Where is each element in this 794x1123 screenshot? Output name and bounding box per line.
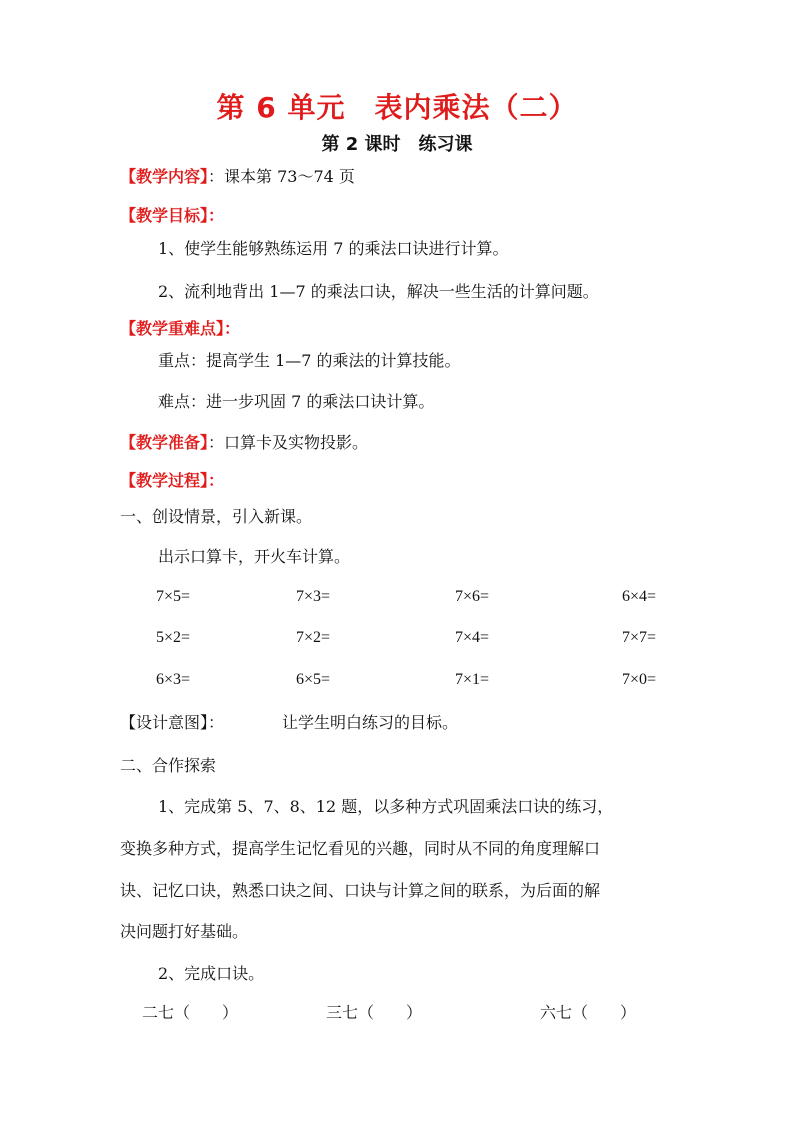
calc-cell: 7×6= [455,588,490,605]
calc-cell: 7×1= [455,671,490,688]
design-text: 让学生明白练习的目标。 [282,713,459,732]
goal-item: 2、流利地背出 1—7 的乘法口诀，解决一些生活的计算问题。 [158,282,599,301]
paragraph-line: 1、完成第 5、7、8、12 题，以多种方式巩固乘法口诀的练习， [158,797,614,816]
prep-label: 【教学准备】 [120,433,209,452]
calc-cell: 6×3= [156,671,191,688]
lesson-subtitle: 第 2 课时 练习课 [321,134,473,155]
calc-cell: 7×5= [156,588,191,605]
fill-blank: 二七（ ） [142,1003,239,1022]
calc-cell: 5×2= [156,629,191,646]
process-label: 【教学过程】 [120,471,209,490]
calc-cell: 7×0= [622,671,657,688]
keypoint-item: 重点：提高学生 1—7 的乘法的计算技能。 [158,351,461,370]
keypoint-item: 难点：进一步巩固 7 的乘法口诀计算。 [158,392,435,411]
content-row [120,166,355,188]
prep-row [120,432,368,454]
calc-cell: 7×4= [455,629,490,646]
keypoints-label: 【教学重难点】 [120,319,225,338]
keypoints-heading: 【教学重难点】： [120,319,241,338]
fill-blank: 三七（ ） [326,1003,423,1022]
calc-cell: 7×7= [622,629,657,646]
process-heading: 【教学过程】： [120,471,225,490]
paragraph-line: 决问题打好基础。 [120,922,249,941]
paragraph-line: 变换多种方式，提高学生记忆看见的兴趣，同时从不同的角度理解口 [120,839,601,858]
calc-cell: 7×3= [296,588,331,605]
content-value: ：课本第 73～74 页 [208,167,355,186]
section-heading: 一、创设情景，引入新课。 [120,507,313,526]
item-heading: 2、完成口诀。 [158,964,265,983]
content-label: 【教学内容】 [120,167,209,186]
fill-blank: 六七（ ） [540,1003,637,1022]
paragraph-line: 诀、记忆口诀，熟悉口诀之间、口诀与计算之间的联系，为后面的解 [120,881,601,900]
calc-cell: 7×2= [296,629,331,646]
prep-value: ：口算卡及实物投影。 [208,433,369,452]
calc-cell: 6×5= [296,671,331,688]
goals-label: 【教学目标】 [120,206,209,225]
design-label: 【设计意图】： [120,713,225,732]
page-title: 第 6 单元 表内乘法（二） [216,91,578,124]
goals-heading: 【教学目标】： [120,206,225,225]
goal-item: 1、使学生能够熟练运用 7 的乘法口诀进行计算。 [158,239,509,258]
calc-cell: 6×4= [622,588,657,605]
section-heading: 二、合作探索 [120,756,217,775]
intro-text: 出示口算卡，开火车计算。 [158,547,351,566]
